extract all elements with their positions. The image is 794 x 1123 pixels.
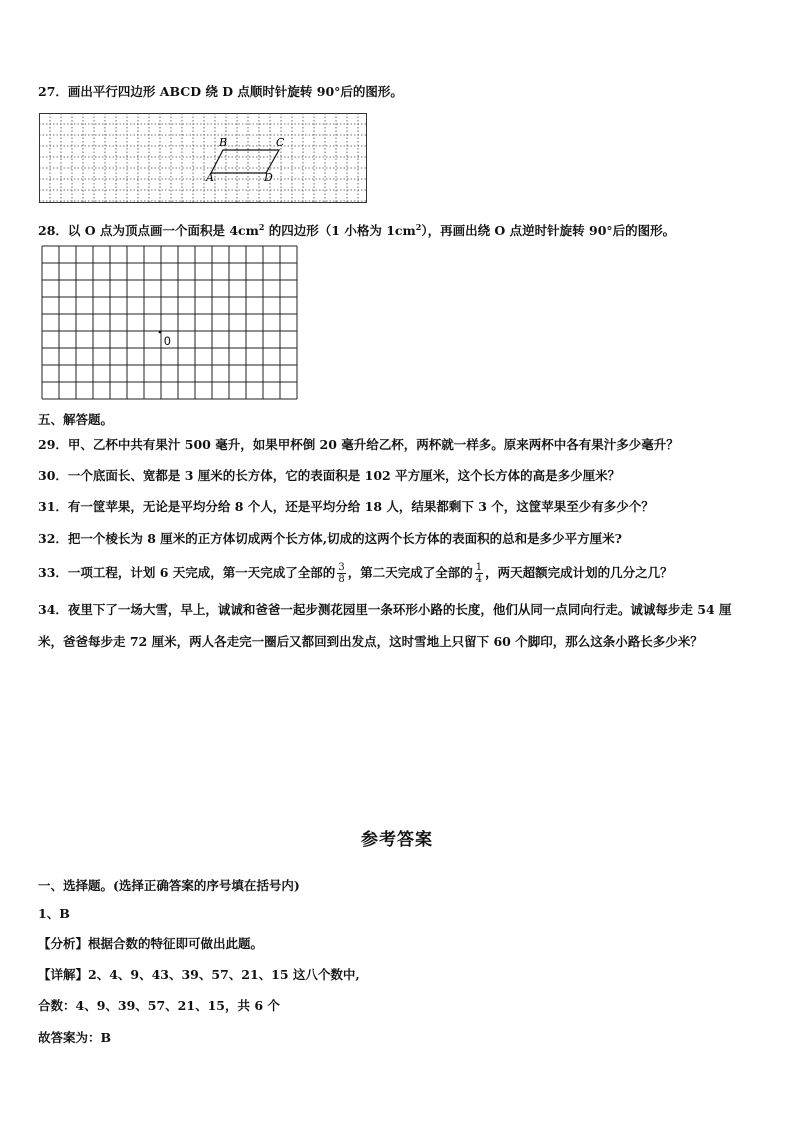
answers-title: 参考答案 (361, 830, 433, 850)
point-o (159, 331, 162, 334)
dotted-grid-svg (39, 113, 367, 203)
q33-part2: ，第二天完成了全部的 (347, 565, 473, 580)
parallelogram-abcd (211, 150, 279, 173)
square-grid-svg (41, 245, 299, 407)
q28-sup2: 2 (415, 222, 422, 232)
fraction-3-8-num: 3 (338, 562, 345, 573)
answers-section-1: 一、选择题。(选择正确答案的序号填在括号内) (38, 878, 300, 893)
fraction-3-8 (337, 562, 345, 585)
q33-part1: 33．一项工程，计划 6 天完成，第一天完成了全部的 (38, 565, 336, 580)
answer-analysis: 【分析】根据合数的特征即可做出此题。 (38, 936, 264, 951)
question-27: 27．画出平行四边形 ABCD 绕 D 点顺时针旋转 90°后的图形。 (38, 84, 403, 99)
dotted-grid-figure (39, 113, 367, 203)
square-grid-figure (41, 245, 299, 407)
question-30: 30．一个底面长、宽都是 3 厘米的长方体，它的表面积是 102 平方厘米，这个长方体的高是多少厘米？ (38, 468, 621, 483)
vertex-a-label: A (206, 171, 214, 184)
answer-composites: 合数：4、9、39、57、21、15，共 6 个 (38, 998, 280, 1013)
point-o-label: 0 (164, 334, 171, 348)
answer-conclusion: 故答案为：B (38, 1030, 112, 1045)
section-5-heading: 五、解答题。 (38, 412, 114, 427)
question-28 (38, 218, 675, 240)
question-32: 32．把一个棱长为 8 厘米的正方体切成两个长方体,切成的这两个长方体的表面积的总和是多少平方厘米? (38, 531, 622, 546)
fraction-1-4-den: 4 (475, 574, 483, 585)
answer-detail: 【详解】2、4、9、43、39、57、21、15 这八个数中, (38, 967, 360, 982)
fraction-3-8-den: 8 (338, 574, 345, 585)
dotted-grid-border (40, 114, 367, 203)
answer-1: 1、B (38, 906, 70, 921)
question-31: 31．有一筐苹果，无论是平均分给 8 个人，还是平均分给 18 人，结果都剩下 3 个，这筐苹果至少有多少个？ (38, 499, 654, 514)
question-34: 34．夜里下了一场大雪，早上，诚诚和爸爸一起步测花园里一条环形小路的长度，他们从同一点同向行走。诚诚每步走 54 厘米，爸爸每步走 72 厘米，两人各走完一圈后又都回到出发点，这时雪地上只留下 60 个脚印，那么这条小路长多少米？ (38, 602, 732, 649)
q28-text-after: ），再画出绕 O 点逆时针旋转 90°后的图形。 (421, 223, 676, 239)
q28-text-before: 28．以 O 点为顶点画一个面积是 4cm (38, 223, 259, 239)
vertex-c-label: C (276, 136, 285, 149)
fraction-1-4-num: 1 (475, 562, 483, 573)
vertex-d-label: D (264, 171, 273, 184)
q28-text-mid: 的四边形（1 小格为 1cm (264, 223, 416, 239)
q33-part3: ，两天超额完成计划的几分之几？ (485, 565, 673, 580)
q28-sup1: 2 (258, 222, 265, 232)
question-33 (38, 558, 673, 588)
question-29: 29．甲、乙杯中共有果汁 500 毫升，如果甲杯倒 20 毫升给乙杯，两杯就一样多。原来两杯中各有果汁多少毫升？ (38, 437, 679, 452)
fraction-1-4 (475, 562, 483, 585)
vertex-b-label: B (219, 136, 228, 149)
